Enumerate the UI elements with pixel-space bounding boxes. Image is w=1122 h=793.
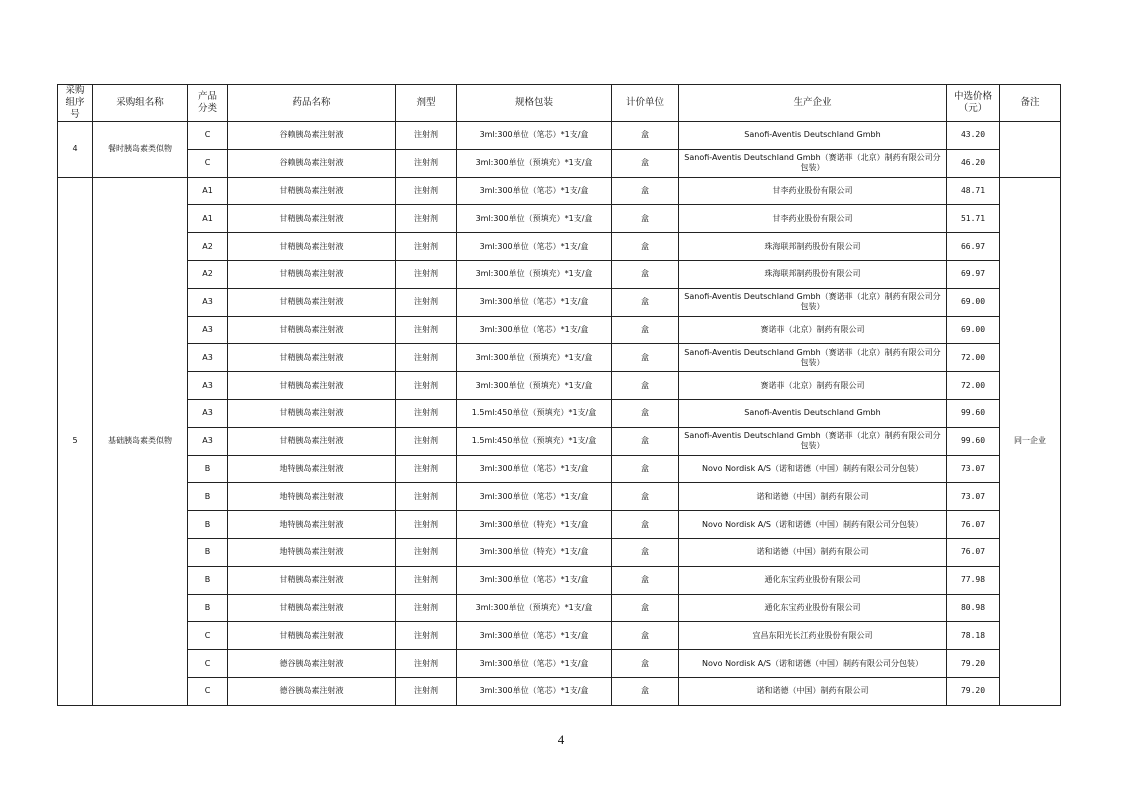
- unit-cell: 盒: [612, 566, 679, 594]
- price-cell: 79.20: [947, 650, 1000, 678]
- table-row: [58, 177, 1061, 205]
- unit-cell: 盒: [612, 260, 679, 288]
- col-header-dosage-form: 剂型: [396, 85, 457, 122]
- spec-cell: 3ml:300单位（笔芯）*1支/盒: [457, 122, 612, 150]
- table-row: [58, 316, 1061, 344]
- table-row: [58, 260, 1061, 288]
- drug-name-cell: 甘精胰岛素注射液: [228, 233, 396, 261]
- col-header-category: 产品分类: [188, 85, 228, 122]
- spec-cell: 3ml:300单位（笔芯）*1支/盒: [457, 566, 612, 594]
- unit-cell: 盒: [612, 344, 679, 372]
- drug-name-cell: 谷赖胰岛素注射液: [228, 149, 396, 177]
- col-header-unit: 计价单位: [612, 85, 679, 122]
- table-row: [58, 594, 1061, 622]
- group-no-cell: 4: [58, 122, 93, 178]
- manufacturer-cell: Novo Nordisk A/S（诺和诺德（中国）制药有限公司分包装）: [679, 511, 947, 539]
- group-no-cell: 5: [58, 177, 93, 705]
- price-cell: 69.00: [947, 316, 1000, 344]
- manufacturer-cell: Sanofi-Aventis Deutschland Gmbh: [679, 399, 947, 427]
- table-row: [58, 399, 1061, 427]
- col-header-spec: 规格包装: [457, 85, 612, 122]
- drug-name-cell: 甘精胰岛素注射液: [228, 622, 396, 650]
- category-cell: A3: [188, 344, 228, 372]
- manufacturer-cell: 甘李药业股份有限公司: [679, 205, 947, 233]
- group-name-cell: 基础胰岛素类似物: [93, 177, 188, 705]
- dosage-form-cell: 注射剂: [396, 483, 457, 511]
- drug-name-cell: 地特胰岛素注射液: [228, 538, 396, 566]
- table-row: [58, 122, 1061, 150]
- manufacturer-cell: Sanofi-Aventis Deutschland Gmbh（赛诺菲（北京）制药有限公司分包装）: [679, 344, 947, 372]
- unit-cell: 盒: [612, 233, 679, 261]
- remark-cell: 同一企业: [1000, 177, 1061, 705]
- price-cell: 69.97: [947, 260, 1000, 288]
- dosage-form-cell: 注射剂: [396, 372, 457, 400]
- dosage-form-cell: 注射剂: [396, 149, 457, 177]
- col-header-remark: 备注: [1000, 85, 1061, 122]
- spec-cell: 3ml:300单位（预填充）*1支/盒: [457, 149, 612, 177]
- dosage-form-cell: 注射剂: [396, 233, 457, 261]
- category-cell: C: [188, 122, 228, 150]
- manufacturer-cell: Novo Nordisk A/S（诺和诺德（中国）制药有限公司分包装）: [679, 455, 947, 483]
- spec-cell: 3ml:300单位（预填充）*1支/盒: [457, 344, 612, 372]
- spec-cell: 3ml:300单位（笔芯）*1支/盒: [457, 288, 612, 316]
- drug-name-cell: 德谷胰岛素注射液: [228, 677, 396, 705]
- unit-cell: 盒: [612, 372, 679, 400]
- drug-name-cell: 甘精胰岛素注射液: [228, 288, 396, 316]
- table-row: [58, 288, 1061, 316]
- dosage-form-cell: 注射剂: [396, 205, 457, 233]
- spec-cell: 3ml:300单位（特充）*1支/盒: [457, 538, 612, 566]
- category-cell: A3: [188, 372, 228, 400]
- table-row: [58, 483, 1061, 511]
- unit-cell: 盒: [612, 122, 679, 150]
- manufacturer-cell: 赛诺菲（北京）制药有限公司: [679, 316, 947, 344]
- drug-name-cell: 地特胰岛素注射液: [228, 483, 396, 511]
- table-row: [58, 233, 1061, 261]
- col-header-price: 中选价格（元）: [947, 85, 1000, 122]
- manufacturer-cell: Sanofi-Aventis Deutschland Gmbh（赛诺菲（北京）制药有限公司分包装）: [679, 288, 947, 316]
- dosage-form-cell: 注射剂: [396, 650, 457, 678]
- table-row: [58, 372, 1061, 400]
- table-row: [58, 622, 1061, 650]
- dosage-form-cell: 注射剂: [396, 177, 457, 205]
- dosage-form-cell: 注射剂: [396, 538, 457, 566]
- unit-cell: 盒: [612, 288, 679, 316]
- price-cell: 77.98: [947, 566, 1000, 594]
- spec-cell: 3ml:300单位（笔芯）*1支/盒: [457, 316, 612, 344]
- page-number: 4: [557, 732, 565, 747]
- manufacturer-cell: Novo Nordisk A/S（诺和诺德（中国）制药有限公司分包装）: [679, 650, 947, 678]
- price-cell: 76.07: [947, 538, 1000, 566]
- manufacturer-cell: Sanofi-Aventis Deutschland Gmbh: [679, 122, 947, 150]
- drug-name-cell: 甘精胰岛素注射液: [228, 566, 396, 594]
- drug-name-cell: 德谷胰岛素注射液: [228, 650, 396, 678]
- unit-cell: 盒: [612, 427, 679, 455]
- category-cell: A2: [188, 260, 228, 288]
- price-cell: 69.00: [947, 288, 1000, 316]
- unit-cell: 盒: [612, 316, 679, 344]
- table-row: [58, 455, 1061, 483]
- col-header-drug-name: 药品名称: [228, 85, 396, 122]
- table-row: [58, 538, 1061, 566]
- spec-cell: 3ml:300单位（预填充）*1支/盒: [457, 205, 612, 233]
- unit-cell: 盒: [612, 177, 679, 205]
- category-cell: A1: [188, 177, 228, 205]
- dosage-form-cell: 注射剂: [396, 622, 457, 650]
- dosage-form-cell: 注射剂: [396, 455, 457, 483]
- category-cell: B: [188, 566, 228, 594]
- price-cell: 76.07: [947, 511, 1000, 539]
- dosage-form-cell: 注射剂: [396, 344, 457, 372]
- dosage-form-cell: 注射剂: [396, 316, 457, 344]
- price-cell: 51.71: [947, 205, 1000, 233]
- drug-name-cell: 甘精胰岛素注射液: [228, 260, 396, 288]
- drug-name-cell: 地特胰岛素注射液: [228, 455, 396, 483]
- drug-name-cell: 甘精胰岛素注射液: [228, 344, 396, 372]
- category-cell: A3: [188, 316, 228, 344]
- table-row: [58, 677, 1061, 705]
- table-row: [58, 427, 1061, 455]
- manufacturer-cell: 通化东宝药业股份有限公司: [679, 566, 947, 594]
- dosage-form-cell: 注射剂: [396, 594, 457, 622]
- unit-cell: 盒: [612, 538, 679, 566]
- procurement-table: [57, 84, 1061, 706]
- unit-cell: 盒: [612, 677, 679, 705]
- table-row: [58, 205, 1061, 233]
- category-cell: B: [188, 511, 228, 539]
- col-header-manufacturer: 生产企业: [679, 85, 947, 122]
- manufacturer-cell: 通化东宝药业股份有限公司: [679, 594, 947, 622]
- remark-cell: [1000, 122, 1061, 178]
- spec-cell: 3ml:300单位（预填充）*1支/盒: [457, 372, 612, 400]
- dosage-form-cell: 注射剂: [396, 122, 457, 150]
- drug-name-cell: 甘精胰岛素注射液: [228, 316, 396, 344]
- manufacturer-cell: 诺和诺德（中国）制药有限公司: [679, 538, 947, 566]
- drug-name-cell: 甘精胰岛素注射液: [228, 177, 396, 205]
- spec-cell: 3ml:300单位（特充）*1支/盒: [457, 511, 612, 539]
- dosage-form-cell: 注射剂: [396, 288, 457, 316]
- category-cell: A3: [188, 427, 228, 455]
- col-header-group-no: 采购组序号: [58, 85, 93, 122]
- price-cell: 79.20: [947, 677, 1000, 705]
- table-row: [58, 344, 1061, 372]
- price-cell: 46.20: [947, 149, 1000, 177]
- unit-cell: 盒: [612, 149, 679, 177]
- category-cell: B: [188, 594, 228, 622]
- header-row: [58, 85, 1061, 122]
- category-cell: C: [188, 149, 228, 177]
- unit-cell: 盒: [612, 483, 679, 511]
- spec-cell: 3ml:300单位（笔芯）*1支/盒: [457, 233, 612, 261]
- spec-cell: 3ml:300单位（笔芯）*1支/盒: [457, 677, 612, 705]
- manufacturer-cell: Sanofi-Aventis Deutschland Gmbh（赛诺菲（北京）制药有限公司分包装）: [679, 427, 947, 455]
- spec-cell: 3ml:300单位（笔芯）*1支/盒: [457, 177, 612, 205]
- drug-name-cell: 甘精胰岛素注射液: [228, 372, 396, 400]
- dosage-form-cell: 注射剂: [396, 260, 457, 288]
- dosage-form-cell: 注射剂: [396, 427, 457, 455]
- unit-cell: 盒: [612, 594, 679, 622]
- category-cell: B: [188, 455, 228, 483]
- drug-name-cell: 甘精胰岛素注射液: [228, 205, 396, 233]
- dosage-form-cell: 注射剂: [396, 677, 457, 705]
- spec-cell: 3ml:300单位（预填充）*1支/盒: [457, 594, 612, 622]
- unit-cell: 盒: [612, 511, 679, 539]
- manufacturer-cell: 甘李药业股份有限公司: [679, 177, 947, 205]
- manufacturer-cell: 珠海联邦制药股份有限公司: [679, 233, 947, 261]
- unit-cell: 盒: [612, 399, 679, 427]
- spec-cell: 3ml:300单位（笔芯）*1支/盒: [457, 455, 612, 483]
- category-cell: B: [188, 483, 228, 511]
- category-cell: C: [188, 650, 228, 678]
- price-cell: 78.18: [947, 622, 1000, 650]
- category-cell: C: [188, 622, 228, 650]
- col-header-group-name: 采购组名称: [93, 85, 188, 122]
- spec-cell: 3ml:300单位（笔芯）*1支/盒: [457, 622, 612, 650]
- price-cell: 66.97: [947, 233, 1000, 261]
- group-name-cell: 餐时胰岛素类似物: [93, 122, 188, 178]
- drug-name-cell: 地特胰岛素注射液: [228, 511, 396, 539]
- spec-cell: 1.5ml:450单位（预填充）*1支/盒: [457, 399, 612, 427]
- manufacturer-cell: 赛诺菲（北京）制药有限公司: [679, 372, 947, 400]
- unit-cell: 盒: [612, 622, 679, 650]
- drug-name-cell: 甘精胰岛素注射液: [228, 427, 396, 455]
- price-cell: 73.07: [947, 455, 1000, 483]
- dosage-form-cell: 注射剂: [396, 399, 457, 427]
- dosage-form-cell: 注射剂: [396, 511, 457, 539]
- spec-cell: 3ml:300单位（笔芯）*1支/盒: [457, 483, 612, 511]
- price-cell: 72.00: [947, 344, 1000, 372]
- dosage-form-cell: 注射剂: [396, 566, 457, 594]
- unit-cell: 盒: [612, 650, 679, 678]
- category-cell: A2: [188, 233, 228, 261]
- price-cell: 73.07: [947, 483, 1000, 511]
- price-cell: 99.60: [947, 399, 1000, 427]
- manufacturer-cell: 宜昌东阳光长江药业股份有限公司: [679, 622, 947, 650]
- category-cell: A1: [188, 205, 228, 233]
- category-cell: B: [188, 538, 228, 566]
- table-row: [58, 566, 1061, 594]
- manufacturer-cell: Sanofi-Aventis Deutschland Gmbh（赛诺菲（北京）制药有限公司分包装）: [679, 149, 947, 177]
- unit-cell: 盒: [612, 455, 679, 483]
- category-cell: C: [188, 677, 228, 705]
- category-cell: A3: [188, 399, 228, 427]
- unit-cell: 盒: [612, 205, 679, 233]
- price-cell: 72.00: [947, 372, 1000, 400]
- table-row: [58, 650, 1061, 678]
- table-row: [58, 149, 1061, 177]
- price-cell: 48.71: [947, 177, 1000, 205]
- table-row: [58, 511, 1061, 539]
- drug-name-cell: 甘精胰岛素注射液: [228, 594, 396, 622]
- price-cell: 99.60: [947, 427, 1000, 455]
- drug-name-cell: 甘精胰岛素注射液: [228, 399, 396, 427]
- manufacturer-cell: 诺和诺德（中国）制药有限公司: [679, 483, 947, 511]
- category-cell: A3: [188, 288, 228, 316]
- spec-cell: 3ml:300单位（笔芯）*1支/盒: [457, 650, 612, 678]
- drug-name-cell: 谷赖胰岛素注射液: [228, 122, 396, 150]
- spec-cell: 1.5ml:450单位（预填充）*1支/盒: [457, 427, 612, 455]
- manufacturer-cell: 诺和诺德（中国）制药有限公司: [679, 677, 947, 705]
- price-cell: 80.98: [947, 594, 1000, 622]
- spec-cell: 3ml:300单位（预填充）*1支/盒: [457, 260, 612, 288]
- manufacturer-cell: 珠海联邦制药股份有限公司: [679, 260, 947, 288]
- price-cell: 43.20: [947, 122, 1000, 150]
